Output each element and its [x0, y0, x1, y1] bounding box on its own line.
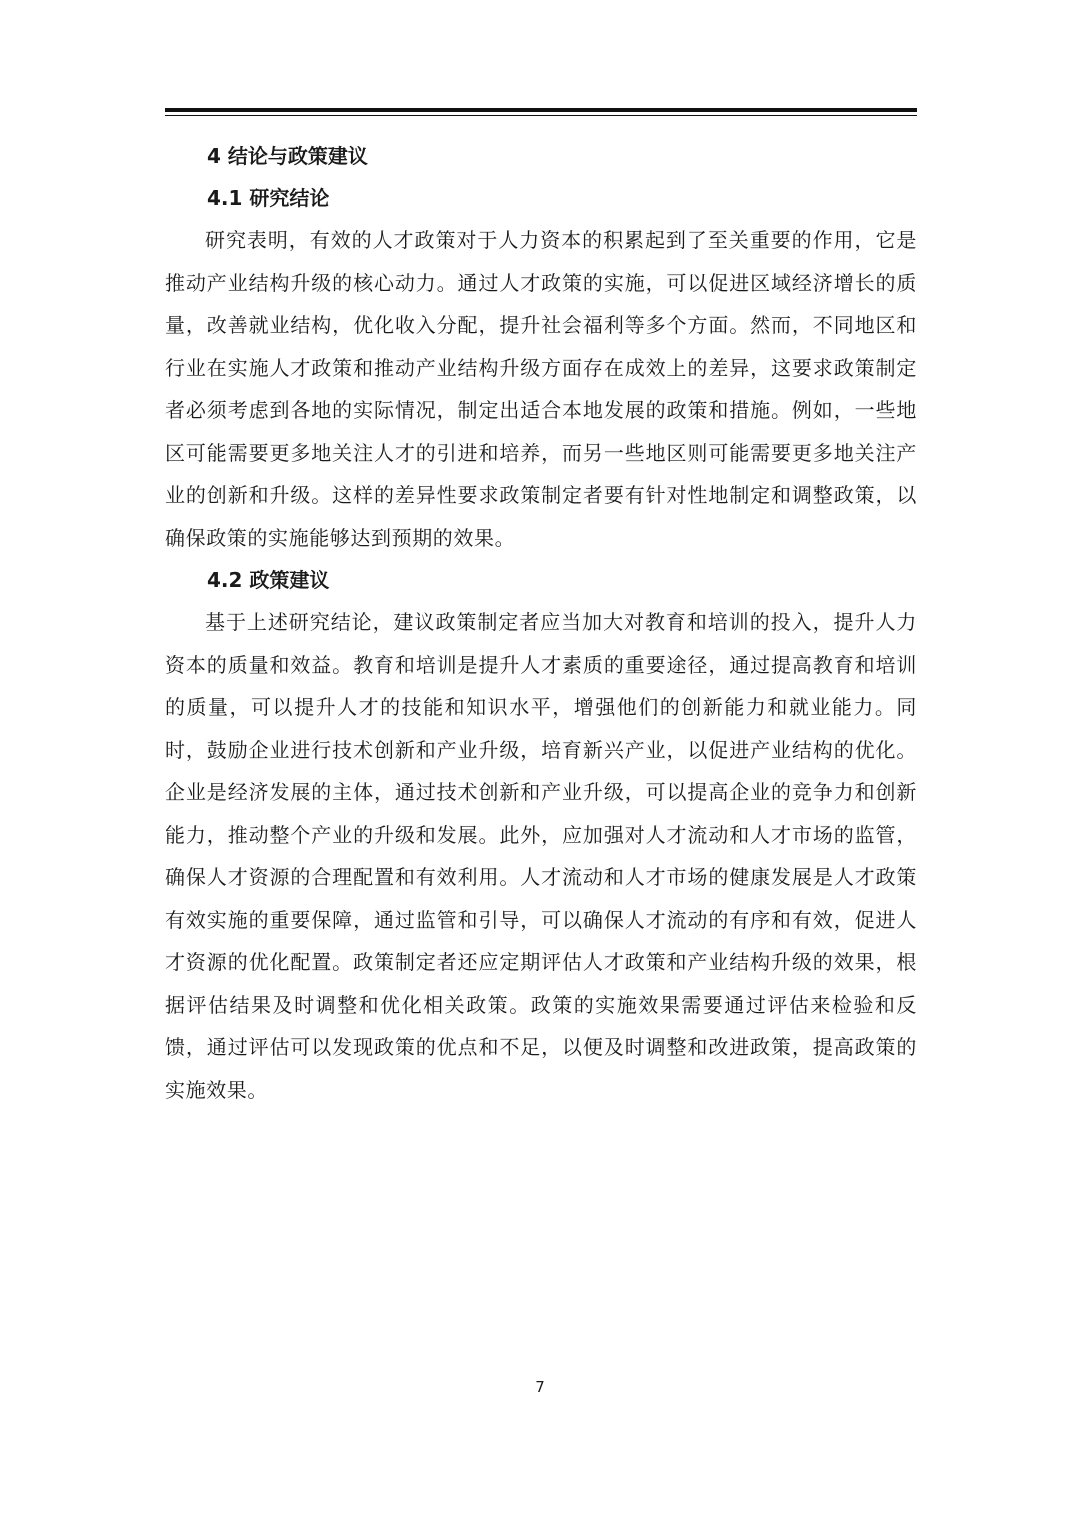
header-rule-thin	[165, 115, 917, 116]
page-number: 7	[535, 1378, 545, 1396]
page-body	[165, 135, 917, 1111]
section-4-2-paragraph: 基于上述研究结论，建议政策制定者应当加大对教育和培训的投入，提升人力资本的质量和效益。教育和培训是提升人才素质的重要途径，通过提高教育和培训的质量，可以提升人才的技能和知识水平，增强他们的创新能力和就业能力。同时，鼓励企业进行技术创新和产业升级，培育新兴产业，以促进产业结构的优化。企业是经济发展的主体，通过技术创新和产业升级，可以提高企业的竞争力和创新能力，推动整个产业的升级和发展。此外，应加强对人才流动和人才市场的监管，确保人才资源的合理配置和有效利用。人才流动和人才市场的健康发展是人才政策有效实施的重要保障，通过监管和引导，可以确保人才流动的有序和有效，促进人才资源的优化配置。政策制定者还应定期评估人才政策和产业结构升级的效果，根据评估结果及时调整和优化相关政策。政策的实施效果需要通过评估来检验和反馈，通过评估可以发现政策的优点和不足，以便及时调整和改进政策，提高政策的实施效果。	[165, 610, 917, 1102]
section-4-1-heading: 4.1 研究结论	[207, 186, 330, 210]
chapter-heading: 4 结论与政策建议	[207, 144, 368, 168]
section-4-2-heading: 4.2 政策建议	[207, 568, 330, 592]
header-rule-thick	[165, 108, 917, 112]
section-4-1-paragraph: 研究表明，有效的人才政策对于人力资本的积累起到了至关重要的作用，它是推动产业结构升级的核心动力。通过人才政策的实施，可以促进区域经济增长的质量，改善就业结构，优化收入分配，提升社会福利等多个方面。然而，不同地区和行业在实施人才政策和推动产业结构升级方面存在成效上的差异，这要求政策制定者必须考虑到各地的实际情况，制定出适合本地发展的政策和措施。例如，一些地区可能需要更多地关注人才的引进和培养，而另一些地区则可能需要更多地关注产业的创新和升级。这样的差异性要求政策制定者要有针对性地制定和调整政策，以确保政策的实施能够达到预期的效果。	[165, 228, 917, 550]
